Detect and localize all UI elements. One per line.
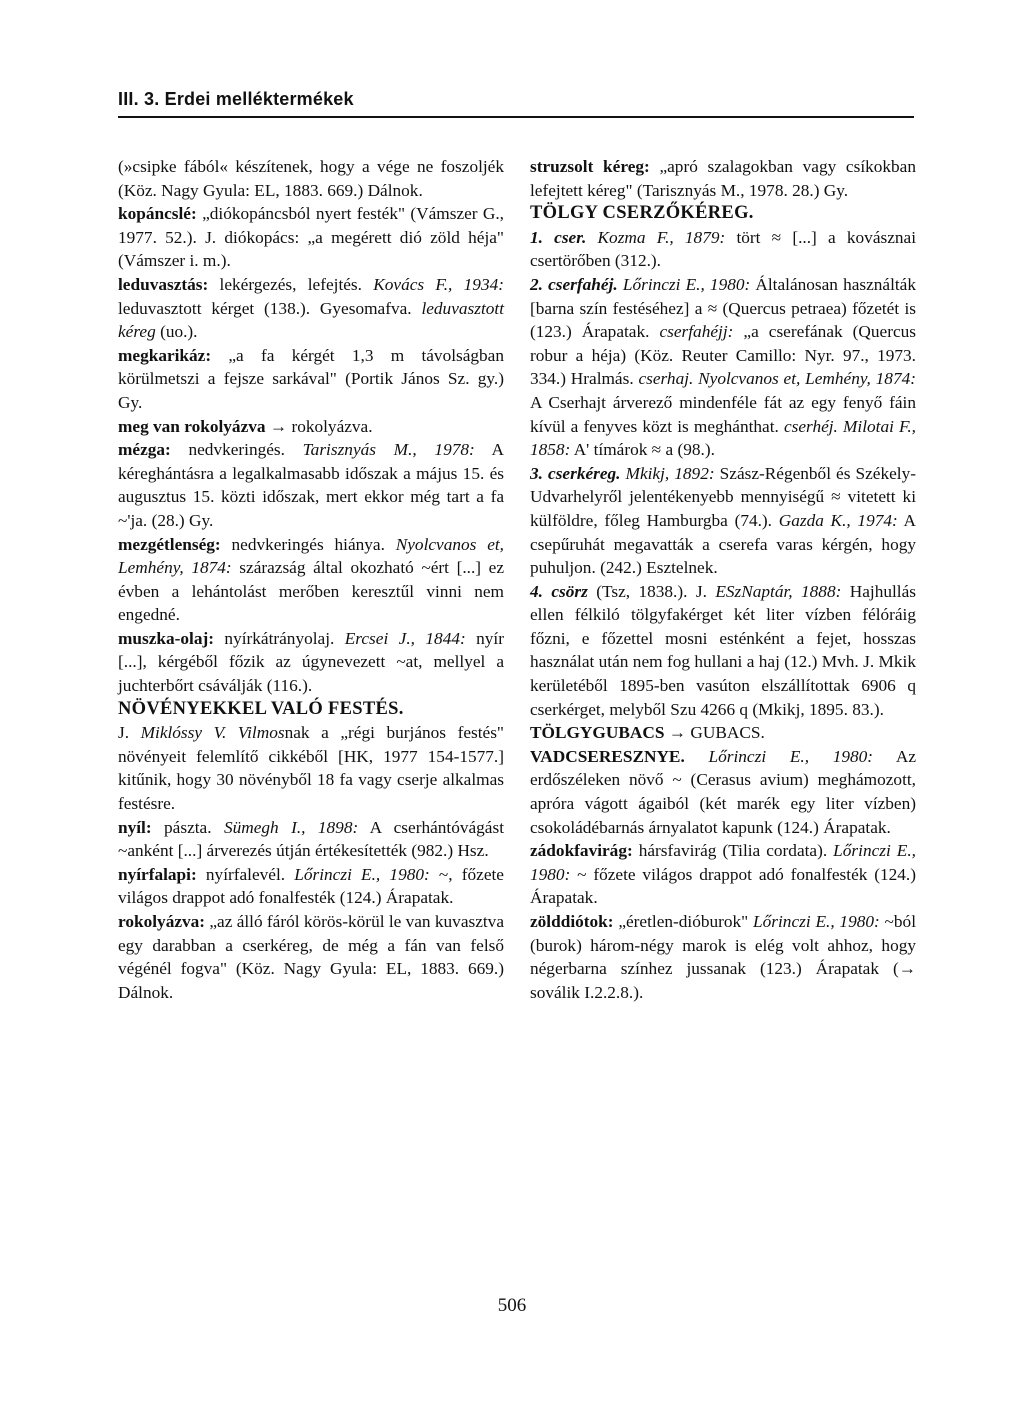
entry-text: „a cserefának (Quercus robur a héja) (Köz. Reuter Camillo: Nyr. 97., 1973. 334.) Hralmás. [530,322,916,389]
headword: 3. cserkéreg. [530,463,621,483]
headword: 2. cserfahéj. [530,274,618,294]
entry-text: nyír [...], kérgéből főzik az úgynevezett ~at, mellyel a juchterbőrt csáválják (116.). [118,628,504,696]
headword: nyíl: [118,817,152,837]
entry-text: „apró szalagokban vagy csíkokban lefejtett kéreg" (Tarisznyás M., 1978. 28.) Gy. [530,157,916,200]
entry-megkarikaz [118,344,504,415]
entry-text: A' tímárok ≈ a (98.). [570,440,715,460]
entry-text: Általánosan használták [barna szín festéséhez] a ≈ (Quercus petraea) főzetét is (123.) Árapatak. [530,274,916,342]
running-header [118,84,918,114]
citation: ESzNaptár, 1888: [715,581,842,601]
entry-cserfahej [530,273,916,462]
citation: Lőrinczi E., 1980: [530,841,916,884]
citation: leduvasztott kéreg [118,298,504,342]
headword: muszka-olaj: [118,628,215,648]
headword: meg van rokolyázva [118,416,266,436]
entry-tolgygubacs [530,721,916,745]
headword: TÖLGYGUBACS [530,723,665,743]
section-heading: TÖLGY CSERZŐKÉREG. [530,203,754,224]
citation: Tarisznyás M., 1978: [302,440,475,460]
entry-text: nyírkátrányolaj. [214,628,345,648]
entry-text: nedvkeringés hiánya. [220,534,396,554]
entry-zolddiotok [530,910,916,1004]
headword: nyírfalapi: [118,864,197,884]
entry-text: Az erdőszéleken növő ~ (Cerasus avium) meghámozott, apróra vágott ágaiból (két marék egy liter vízben) csokoládébarnás árnyalatot kapunk (124.) Árapatak. [530,746,916,837]
citation: cserhaj. Nyolcvanos et, Lemhény, 1874: [638,369,916,389]
entry-text: A Cserhajt árverező mindenféle fát az egy fenyő fáin kívül a fenyves közt is meghánthat. [530,392,916,436]
headword: zádokfavirág: [530,841,633,861]
entry-text: Hajhullás ellen félkiló tölgyfakérget két liter vízben félóráig főzni, e főzettel mosni esténként a fejet, hosszas használat után nem fog hullani a haj (12.) Mvh. J. Mkik kerületéből 1895-ben vasúton elszállítottak 6906 q cserkérget, melyből Szu 4266 q (Mkikj, 1895. 83.). [530,581,916,719]
citation: Sümegh I., 1898: [223,817,359,837]
entry-text: (Tsz, 1838.). J. [587,581,716,601]
entry-cser [530,226,916,273]
entry-text: (uo.). [155,322,198,342]
citation: Nyolcvanos et, Lemhény, 1874: [118,534,504,578]
entry-text: „éretlen-dióburok" [613,912,754,931]
entry-text: „diókopáncsból nyert festék" (Vámszer G., 1977. 52.). J. diókopács: „a megérett dió zöld héja" (Vámszer i. m.). [118,204,504,271]
entry-continuation: (»csipke fából« készítenek, hogy a vége ne foszoljék (Köz. Nagy Gyula: EL, 1883. 669.) Dálnok. [118,157,504,200]
entry-mezgetlenseg [118,533,504,627]
entry-text: → rokolyázva. [265,416,373,436]
citation: Lőrinczi E., 1980: [617,274,751,294]
headword: leduvasztás: [118,274,209,294]
header-title: III. 3. Erdei melléktermékek [118,89,354,109]
entry-cserkereg [530,462,916,580]
headword: 1. cser. [530,227,587,247]
entry-text: pászta. [151,817,224,837]
headword: rokolyázva: [118,912,206,931]
entry-rokolyazva [118,910,504,1004]
entry-text: „az álló fáról körös-körül le van kuvasztva egy darabban a cserkéreg, de még a fán van felső végénél fogva" (Köz. Nagy Gyula: EL, 1883. 669.) Dálnok. [118,912,504,1002]
entry-zadokfavirag [530,839,916,910]
citation: Kozma F., 1879: [586,227,726,247]
entry-text: nak a „régi burjános festés" növényeit felemlítő cikkéből [HK, 1977 154-1577.] kitűnik, hogy 30 növényből 18 fa vagy cserje alkalmas festésre. [118,723,504,814]
entry-text: leduvasztott kérget (138.). Gyesomafva. [118,298,422,318]
citation: cserhéj. Milotai F., 1858: [530,416,916,460]
headword: zölddiótok: [530,912,614,931]
headword: kopáncslé: [118,204,197,224]
entry-text: ~, főzete világos drappot adó fonalfesték (124.) Árapatak. [118,864,504,908]
entry-miklossy [118,721,504,815]
headword: mézga: [118,440,171,460]
entry-text: nedvkeringés. [170,440,303,460]
entry-text: J. [118,723,141,743]
page-number: 506 [497,1295,527,1316]
citation: Gazda K., 1974: [778,510,898,530]
citation: Miklóssy V. Vilmos [140,723,285,743]
entry-meg-van-rokolyazva [118,415,504,439]
entry-text: A kéreghántásra a legalkalmasabb időszak a május 15. és augusztus 15. közti időszak, mert ekkor még tart a fa ~'ja. (28.) Gy. [118,440,504,530]
headword: VADCSERESZNYE. [530,746,685,766]
entry-text: tört ≈ [...] a kovásznai csertörőben (312.). [530,227,916,271]
entry-text: → GUBACS. [664,723,765,743]
citation: Ercsei J., 1844: [344,628,466,648]
entry-kopancsle [118,202,504,273]
entry-text: „a fa kérgét 1,3 m távolságban körülmetszi a fejsze sarkával" (Portik János Sz. gy.) Gy. [118,345,504,412]
headword: struzsolt kéreg: [530,157,650,176]
entry-text: ~ból (burok) három-négy marok is elég volt ahhoz, hogy négerbarna színhez jussanak (123.) Árapatak (→ soválik I.2.2.8.). [530,912,916,1002]
headword: 4. csörz [530,581,588,601]
citation: Lőrinczi E., 1980: [753,912,880,931]
headword: mezgétlenség: [118,534,221,554]
right-column [530,155,916,1004]
entry-text: nyírfalevél. [196,864,295,884]
left-column [118,155,504,1004]
entry-leduvasztas [118,273,504,344]
entry-struzsolt-kereg [530,155,916,202]
entry-csorz [530,580,916,722]
entry-text: lekérgezés, lefejtés. [208,274,374,294]
entry-nyil [118,816,504,863]
entry-text: szárazság által okozható ~ért [...] ez évben a lehántolást merőben keresztűl vinni nem engedné. [118,558,504,625]
entry-nyirfalapi [118,863,504,910]
citation: Kovács F., 1934: [373,274,504,294]
entry-mezga [118,438,504,532]
entry-text: A cserhántóvágást ~anként [...] árverezés útján értékesítették (982.) Hsz. [118,817,504,861]
entry-text: ~ főzete világos drappot adó fonalfesték (124.) Árapatak. [530,864,916,908]
entry-text: hársfavirág (Tilia cordata). [632,841,834,861]
section-heading: NÖVÉNYEKKEL VALÓ FESTÉS. [118,698,404,719]
citation: cserfahéjj: [659,322,734,342]
header-rule [118,116,914,118]
citation: Lőrinczi E., 1980: [684,746,874,766]
entry-muszka-olaj [118,627,504,698]
entry-text: Szász-Régenből és Székely-Udvarhelyről jelentékenyebb mennyiségű ≈ vitetett ki külföldre, főleg Hamburgba (74.). [530,463,916,530]
entry-text: A csepűruhát megavatták a cserefa varas kérgén, hogy puhuljon. (242.) Esztelnek. [530,510,916,578]
headword: megkarikáz: [118,345,212,365]
citation: Mkikj, 1892: [620,463,715,483]
citation: Lőrinczi E., 1980: [294,864,430,884]
entry-vadcseresznye [530,745,916,839]
